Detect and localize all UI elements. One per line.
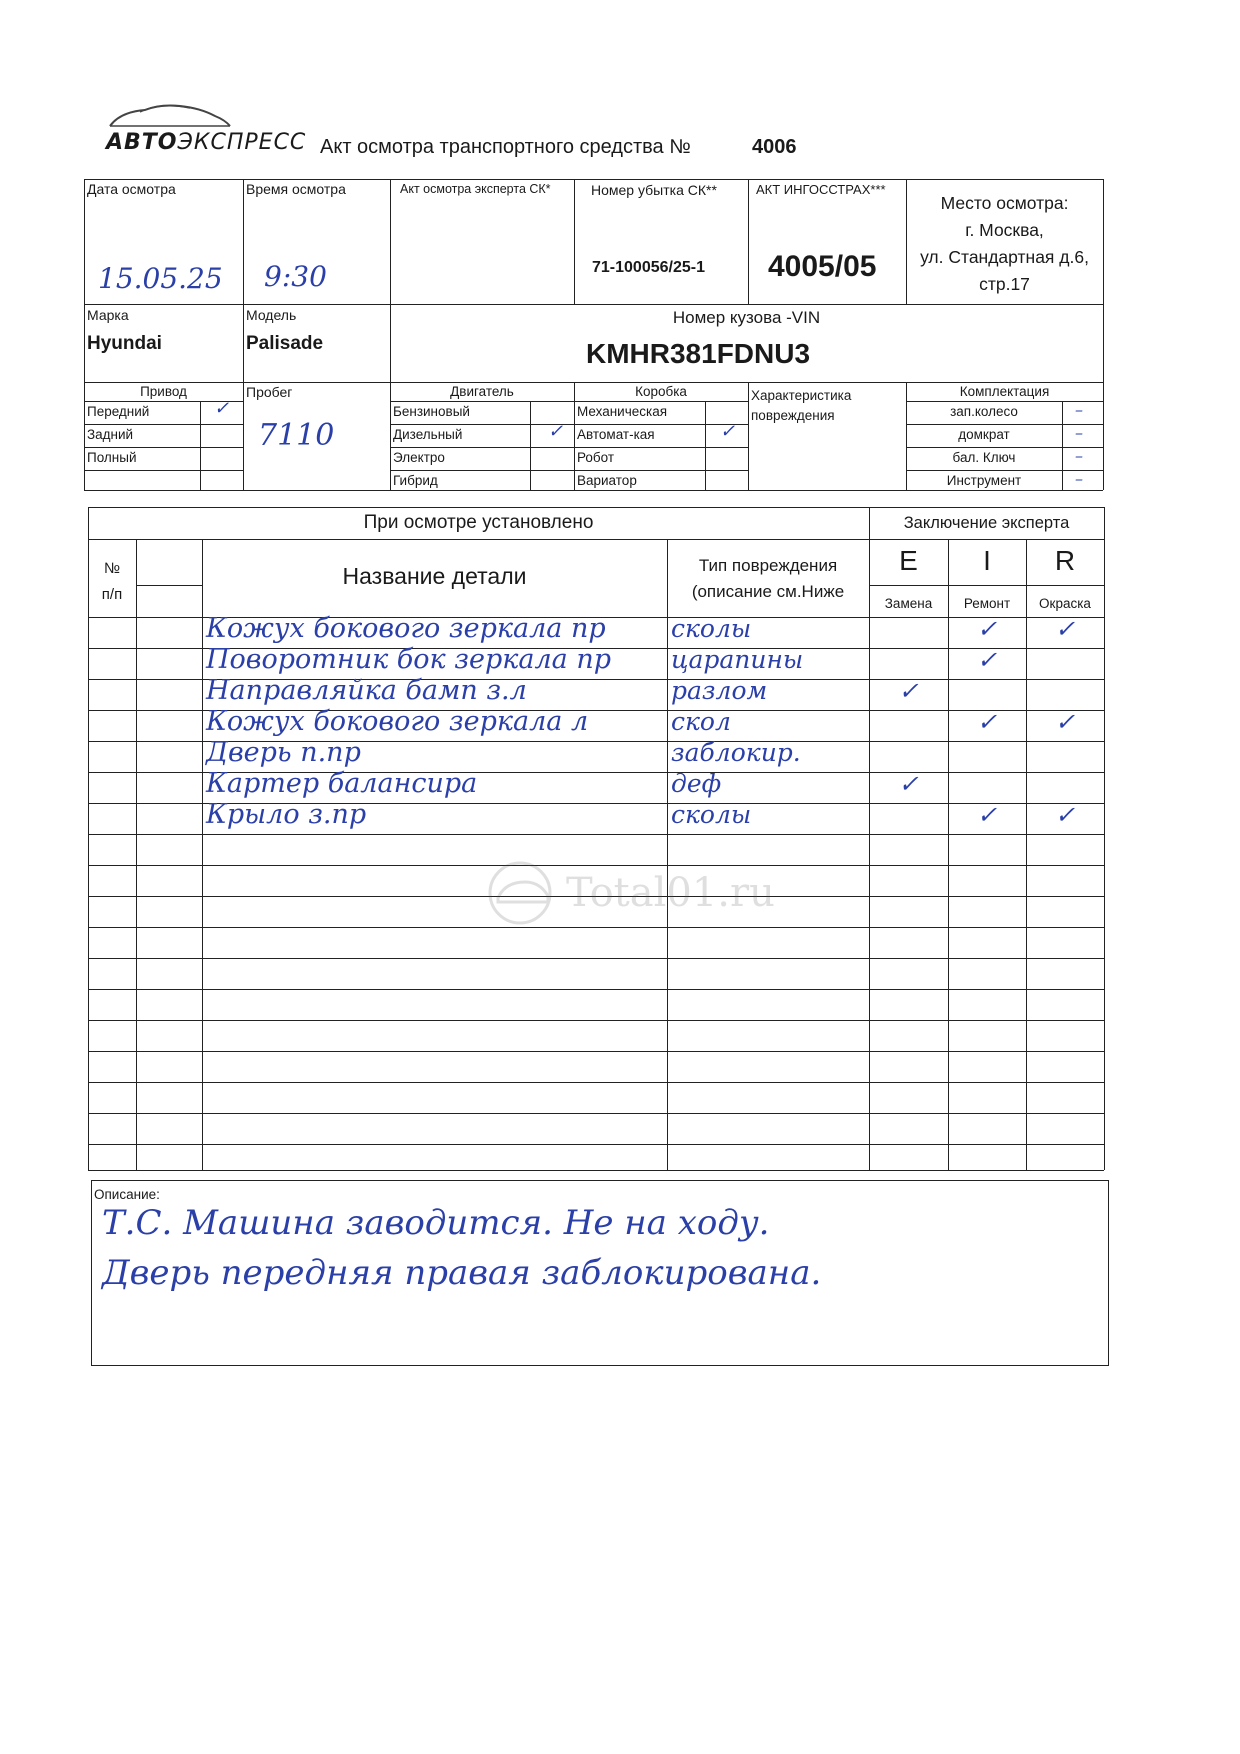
col-part-header: Название детали	[342, 563, 527, 589]
conclusion-title: Заключение эксперта	[903, 514, 1070, 532]
ingos-value: 4005/05	[768, 250, 877, 283]
damage-type: сколы	[671, 614, 752, 643]
damage-char-label: Характеристика повреждения	[751, 388, 852, 423]
kit-option: бал. Ключ	[952, 450, 1016, 465]
engine-option: Гибрид	[393, 473, 438, 488]
date-value: 15.05.25	[98, 262, 223, 295]
col-num-header: № п/п	[101, 560, 123, 603]
loss-label: Номер убытка СК**	[591, 182, 717, 198]
description-label: Описание:	[94, 1187, 160, 1202]
description-box	[91, 1180, 1109, 1366]
kit-option: зап.колесо	[950, 404, 1018, 419]
place-line: г. Москва,	[965, 220, 1044, 240]
check-mark: ✓	[1054, 615, 1076, 643]
dash-mark: –	[1075, 469, 1083, 488]
brand-value: Hyundai	[87, 333, 162, 354]
drive-option: Полный	[87, 450, 137, 465]
dash-mark: –	[1075, 446, 1083, 465]
col-i-sub: Ремонт	[963, 596, 1011, 611]
col-r-header: R	[1054, 545, 1076, 576]
part-name: Кожух бокового зеркала л	[206, 706, 589, 737]
check-mark: ✓	[720, 421, 736, 442]
vin-label: Номер кузова -VIN	[672, 308, 821, 327]
expert-act-label: Акт осмотра эксперта СК*	[400, 182, 551, 196]
damage-type: сколы	[671, 800, 752, 829]
gearbox-option: Автомат-кая	[577, 427, 655, 442]
damage-type: деф	[671, 769, 722, 798]
part-name: Картер балансира	[206, 768, 478, 799]
col-i-header: I	[983, 545, 991, 576]
brand-label: Марка	[87, 307, 129, 323]
engine-option: Дизельный	[393, 427, 463, 442]
watermark-text: Total01.ru	[566, 870, 775, 916]
mileage-value: 7110	[258, 418, 335, 453]
check-mark: ✓	[976, 646, 998, 674]
check-mark: ✓	[898, 770, 919, 798]
kit-option: домкрат	[958, 427, 1010, 442]
col-damage-header: Тип повреждения (описание см.Ниже	[691, 556, 845, 601]
col-e-sub: Замена	[884, 596, 933, 611]
logo-text: АВТОЭКСПРЕСС	[106, 130, 307, 155]
time-label: Время осмотра	[246, 181, 346, 197]
ingos-label: АКТ ИНГОССТРАХ***	[756, 182, 886, 197]
car-icon	[100, 100, 240, 130]
vin-value: KMHR381FDNU3	[586, 338, 811, 369]
drive-option: Передний	[87, 404, 150, 419]
check-mark: ✓	[1054, 708, 1076, 736]
part-name: Поворотник бок зеркала пр	[206, 644, 611, 675]
gearbox-option: Механическая	[577, 404, 668, 419]
inspection-title: При осмотре установлено	[363, 512, 594, 533]
car-logo-icon	[480, 858, 570, 928]
part-name: Дверь п.пр	[206, 737, 361, 768]
engine-option: Электро	[393, 450, 445, 465]
place-line: стр.17	[979, 274, 1030, 294]
loss-value: 71-100056/25-1	[592, 259, 705, 276]
model-label: Модель	[246, 307, 297, 323]
time-value: 9:30	[264, 260, 327, 293]
gearbox-option: Робот	[577, 450, 615, 465]
date-label: Дата осмотра	[87, 181, 176, 197]
model-value: Palisade	[246, 333, 324, 354]
place-line: ул. Стандартная д.6,	[920, 247, 1089, 267]
engine-label: Двигатель	[450, 384, 514, 399]
place-block	[908, 190, 1101, 298]
gearbox-option: Вариатор	[577, 473, 637, 488]
part-name: Кожух бокового зеркала пр	[206, 613, 606, 644]
kit-label: Комплектация	[959, 384, 1050, 399]
drive-label: Привод	[140, 384, 187, 399]
check-mark: ✓	[898, 677, 919, 705]
logo	[100, 100, 307, 160]
drive-option: Задний	[87, 427, 134, 442]
act-number: 4006	[752, 136, 797, 158]
description-line: Т.С. Машина заводится. Не на ходу.	[102, 1203, 770, 1243]
gearbox-label: Коробка	[635, 384, 687, 399]
damage-type: разлом	[671, 676, 768, 705]
damage-type: царапины	[671, 645, 804, 674]
damage-type: скол	[671, 707, 731, 736]
page-title: Акт осмотра транспортного средства №	[320, 136, 691, 158]
check-mark: ✓	[1054, 801, 1076, 829]
engine-option: Бензиновый	[393, 404, 470, 419]
check-mark: ✓	[214, 398, 230, 419]
part-name: Направляйка бамп з.л	[206, 675, 527, 706]
dash-mark: –	[1075, 423, 1083, 442]
dash-mark: –	[1075, 400, 1083, 419]
mileage-label: Пробег	[246, 384, 293, 400]
col-r-sub: Окраска	[1039, 596, 1091, 611]
part-name: Крыло з.пр	[206, 799, 367, 830]
check-mark: ✓	[976, 708, 998, 736]
check-mark: ✓	[976, 615, 998, 643]
check-mark: ✓	[548, 421, 564, 442]
check-mark: ✓	[976, 801, 998, 829]
place-line: Место осмотра:	[940, 193, 1069, 213]
watermark	[480, 858, 800, 928]
col-e-header: E	[899, 545, 918, 576]
description-line: Дверь передняя правая заблокирована.	[102, 1253, 822, 1293]
damage-type: заблокир.	[671, 738, 801, 767]
kit-option: Инструмент	[946, 473, 1022, 488]
